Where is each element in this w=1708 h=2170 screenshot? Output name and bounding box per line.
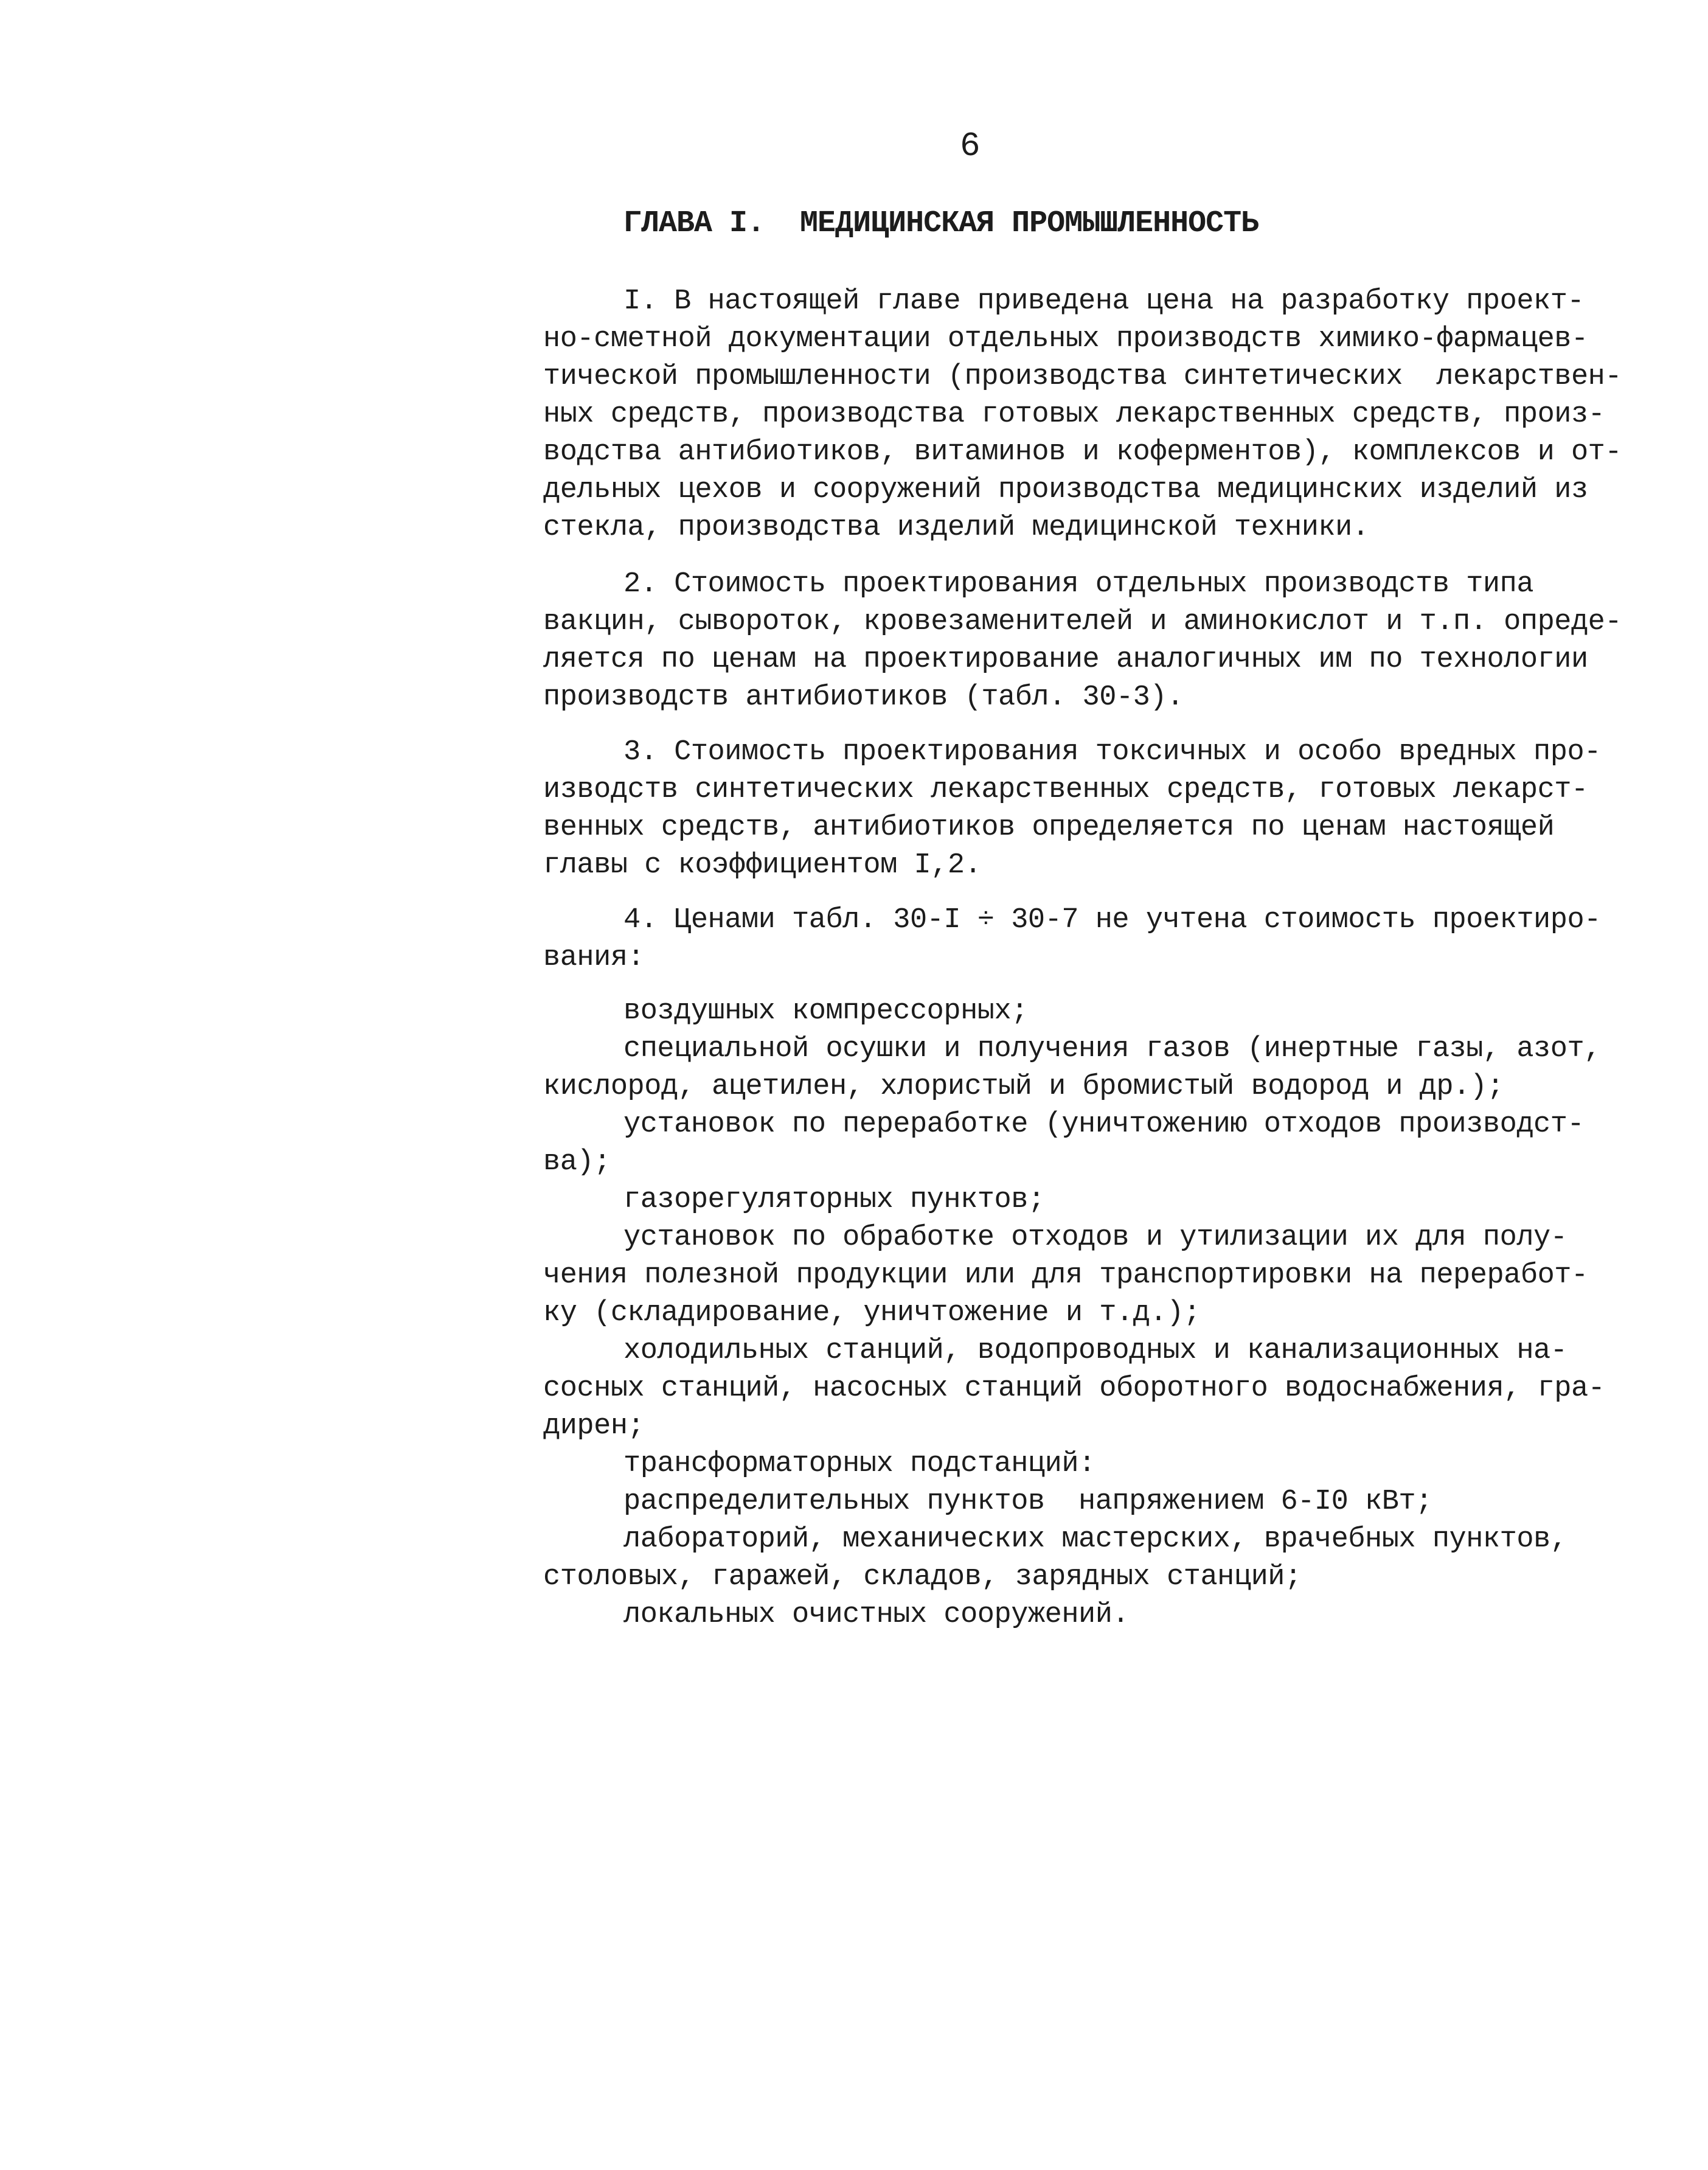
list-item: лабораторий, механических мастерских, врачебных пунктов, [623, 1523, 1567, 1556]
text-line: 3. Стоимость проектирования токсичных и особо вредных про- [623, 736, 1601, 768]
text-line: ных средств, производства готовых лекарственных средств, произ- [543, 398, 1605, 431]
text-line: изводств синтетических лекарственных средств, готовых лекарст- [543, 774, 1588, 806]
list-item: локальных очистных сооружений. [623, 1599, 1130, 1631]
list-item: распределительных пунктов напряжением 6-I0 кВт; [623, 1486, 1432, 1518]
list-item: газорегуляторных пунктов; [623, 1184, 1045, 1216]
text-line: вания: [543, 942, 645, 974]
text-line: ва); [543, 1146, 611, 1178]
text-line: кислород, ацетилен, хлористый и бромистый водород и др.); [543, 1071, 1504, 1103]
text-line: главы с коэффициентом I,2. [543, 849, 982, 882]
list-item: трансформаторных подстанций: [623, 1448, 1095, 1480]
text-line: стекла, производства изделий медицинской техники. [543, 512, 1369, 544]
text-line: тической промышленности (производства синтетических лекарствен- [543, 361, 1622, 393]
text-line: чения полезной продукции или для транспортировки на переработ- [543, 1259, 1588, 1292]
text-line: 4. Ценами табл. 30-I ÷ 30-7 не учтена стоимость проектиро- [623, 904, 1601, 936]
text-line: дирен; [543, 1410, 645, 1442]
list-item: холодильных станций, водопроводных и канализационных на- [623, 1335, 1567, 1367]
text-line: столовых, гаражей, складов, зарядных станций; [543, 1561, 1302, 1593]
text-line: I. В настоящей главе приведена цена на разработку проект- [623, 285, 1585, 318]
list-item: специальной осушки и получения газов (инертные газы, азот, [623, 1033, 1601, 1065]
text-line: сосных станций, насосных станций оборотного водоснабжения, гра- [543, 1372, 1605, 1405]
text-line: венных средств, антибиотиков определяется по ценам настоящей [543, 812, 1555, 844]
text-line: производств антибиотиков (табл. 30-3). [543, 681, 1184, 714]
text-line: ляется по ценам на проектирование аналогичных им по технологии [543, 644, 1588, 676]
list-item: установок по переработке (уничтожению отходов производст- [623, 1108, 1585, 1141]
page-number: 6 [960, 127, 981, 165]
text-line: дельных цехов и сооружений производства медицинских изделий из [543, 474, 1588, 506]
text-line: вакцин, сывороток, кровезаменителей и аминокислот и т.п. опреде- [543, 606, 1622, 638]
text-line: но-сметной документации отдельных производств химико-фармацев- [543, 323, 1588, 355]
text-line: 2. Стоимость проектирования отдельных производств типа [623, 568, 1534, 600]
text-line: водства антибиотиков, витаминов и коферментов), комплексов и от- [543, 436, 1622, 468]
text-line: ку (складирование, уничтожение и т.д.); [543, 1297, 1201, 1329]
list-item: воздушных компрессорных; [623, 995, 1028, 1028]
list-item: установок по обработке отходов и утилизации их для полу- [623, 1222, 1567, 1254]
chapter-title: ГЛАВА I. МЕДИЦИНСКАЯ ПРОМЫШЛЕННОСТЬ [623, 206, 1259, 241]
